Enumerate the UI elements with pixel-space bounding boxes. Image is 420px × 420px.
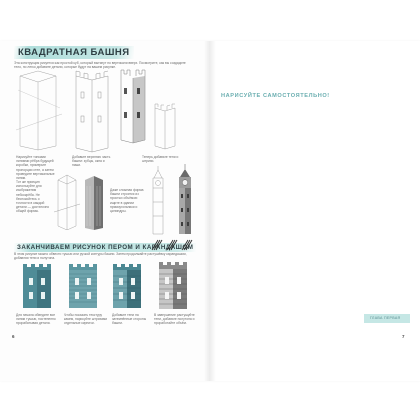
caption-step1: Нарисуйте тонкими линиями рёбра будущей коробки, примерьте пропорции стен, а затем проведите вертикальные линии. [16,155,55,181]
caption-step2: Добавьте верхнюю часть башни: зубцы, окна и ниши. [72,155,111,168]
caption-b4: В завершение растушуйте тени, добавьте полутона и проработайте объём. [154,313,195,326]
sketch-step3b [152,102,178,150]
tower-teal-shadow [110,262,144,310]
tower-final-pencil [156,260,192,312]
section-title: КВАДРАТНАЯ БАШНЯ [14,46,134,59]
caption-step4: Тот же принцип используйте для изображения небоскрёба. Не беспокойтесь о точности в каждой детали — достаточно общей формы. [16,180,50,214]
caption-step3: Теперь добавьте тени и штрихи. [142,155,179,164]
caption-b2: Чтобы показать текстуру камня, нарисуйте штрихами отдельные кирпичи. [64,313,108,326]
sketch-skyscraper-shaded [82,172,106,230]
right-page [210,41,420,381]
right-page-title: НАРИСУЙТЕ САМОСТОЯТЕЛЬНО! [221,93,330,99]
subsection-title: ЗАКАНЧИВАЕМ РИСУНОК ПЕРОМ И КАРАНДАШОМ [14,243,196,252]
sketch-step1 [16,70,62,154]
chapter-side-tab [364,314,410,323]
sketch-clock-tower-shaded [174,164,196,236]
pencil-swatches [150,238,196,252]
sketch-step3 [118,66,148,144]
tower-teal-flat [20,262,54,310]
intro-text: Эта конструкция рисуется как простой куб, который вытянут по вертикали вверх. Посмотрите, как вы создадите тело, но легко добавите детали, которые будут на вашем рисунке. [14,61,186,70]
tower-teal-bricks [66,262,100,310]
sketch-clock-tower-wire [148,166,168,236]
book-gutter [204,41,216,381]
sketch-skyscraper-wire [54,172,80,230]
chapter-side-tab-label: ГЛАВА ПЕРВАЯ [370,316,401,320]
sketch-step2 [72,68,112,154]
caption-step5: Даже сложная форма башни строится из простых объёмов: ищите в здании прямоугольники и цилиндры. [110,188,144,214]
caption-b3: Добавьте тени на затемнённые стороны башни. [112,313,147,326]
caption-b1: Для начала обведите все линии тушью, постепенно прорабатывая детали. [16,313,56,326]
page-number-left: 6 [12,334,15,339]
page-number-right: 7 [402,334,405,339]
intro-text-2: В этом рисунке можно обвести тушью или ручкой контуры башни. Затем продолжайте растушёвку карандашом, добавляя тени и полутона. [14,252,187,261]
